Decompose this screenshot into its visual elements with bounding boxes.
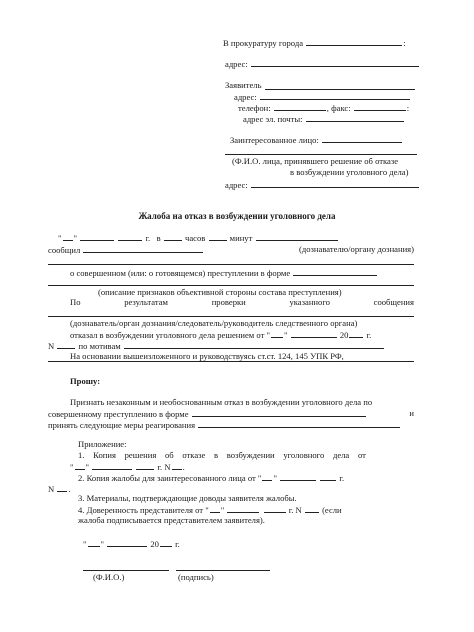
city-blank (306, 38, 402, 46)
word: дела (332, 450, 350, 460)
year-abbr: г. (175, 539, 180, 549)
reported-tail: (дознавателю/органу дознания) (298, 244, 414, 254)
day-blank (63, 233, 73, 241)
year-blank (320, 473, 336, 481)
request-line-1: Признать незаконным и необоснованным отказ в возбуждении уголовного дела по (70, 397, 373, 407)
hours-blank (164, 233, 182, 241)
blank-line (48, 285, 414, 286)
attachment-2-text: 2. Копия жалобы для заинтересованного лица от " (78, 473, 262, 483)
check-line (70, 298, 414, 307)
attachment-3: 3. Материалы, подтверждающие доводы заявителя жалобы. (78, 493, 297, 503)
reported-line (48, 245, 414, 255)
request-line-2 (48, 409, 414, 419)
quote: " (85, 462, 90, 472)
word: 1. (78, 450, 85, 460)
quote: " (273, 473, 277, 483)
fio-caption: (Ф.И.О.) (93, 572, 125, 582)
document-title: Жалоба на отказ в возбуждении уголовного дела (138, 211, 336, 221)
hours-word: часов (185, 233, 206, 243)
address-line-3 (225, 180, 420, 190)
number-blank (305, 505, 319, 513)
word: результатам (124, 297, 168, 307)
word: Копия (93, 450, 116, 460)
colon: : (406, 103, 410, 113)
day-blank (75, 462, 85, 470)
applicant-label: Заявитель (225, 80, 262, 90)
quote: " (220, 505, 225, 515)
year-blank (118, 233, 142, 241)
person-blank (256, 233, 338, 241)
at-word: в (156, 233, 161, 243)
year-blank (160, 539, 172, 547)
month-blank (291, 330, 337, 338)
number-sign: N (48, 484, 55, 494)
word: сообщения (373, 297, 414, 307)
attachments-heading: Приложение: (78, 439, 127, 449)
address-blank (251, 59, 419, 67)
day-blank (88, 539, 100, 547)
applicant-blank (265, 89, 415, 90)
word: проверки (211, 297, 246, 307)
minutes-blank (209, 233, 227, 241)
word: возбуждении (226, 450, 275, 460)
year-abbr: г. (366, 330, 372, 340)
month-blank (92, 462, 132, 470)
prosecutor-line (223, 38, 406, 48)
word: уголовного (283, 450, 325, 460)
email-label: адрес эл. почты: (243, 114, 303, 124)
organ-note: (дознаватель/орган дознания/следователь/руководитель следственного органа) (70, 318, 358, 328)
measures-blank (198, 420, 400, 428)
reported-word: сообщил (48, 245, 81, 255)
email-blank (306, 114, 404, 122)
date-line (83, 539, 180, 549)
attachment-4-tail: (если (322, 505, 342, 515)
interested-label: Заинтересованное лицо: (230, 135, 319, 145)
reporter-blank (83, 245, 203, 253)
crime-text: о совершенном (или: о готовящемся) преступлении в форме (70, 268, 291, 278)
blank-line (48, 316, 414, 317)
year-blank (136, 462, 154, 470)
address-blank (251, 180, 419, 188)
address-line-2 (234, 92, 411, 102)
day-blank (262, 473, 272, 481)
address-blank (260, 92, 410, 100)
signature-caption: (подпись) (178, 572, 214, 582)
quote: " (100, 539, 105, 549)
address-label: адрес: (234, 92, 257, 102)
word: отказе (182, 450, 206, 460)
request-heading: Прошу: (70, 376, 101, 386)
word: об (164, 450, 174, 460)
attachment-4-cont: жалоба подписывается представителем заявителя). (78, 515, 265, 525)
day-blank (210, 505, 220, 513)
number-sign: N (48, 341, 55, 351)
attachment-4 (78, 505, 342, 515)
signature-blank (176, 570, 270, 571)
fio-note-2: в возбуждении уголовного дела) (290, 167, 409, 177)
phone-blank (274, 103, 326, 111)
twenty: 20 (339, 330, 349, 340)
attachment-2 (78, 473, 344, 483)
quote: " (70, 462, 74, 472)
address-line-1 (225, 59, 420, 69)
request-text: принять следующие меры реагирования (48, 420, 196, 430)
year-blank (349, 330, 363, 338)
quote: " (283, 330, 288, 340)
email-line (243, 114, 405, 124)
year-abbr: г. (145, 233, 151, 243)
attachment-4-number: г. N (288, 505, 302, 515)
attachment-4-text: 4. Доверенность представителя от " (78, 505, 209, 515)
request-line-3 (48, 420, 401, 430)
year-blank (264, 505, 286, 513)
number-blank (57, 341, 75, 349)
word: указанного (289, 297, 330, 307)
basis-line: На основании вышеизложенного и руководствуясь ст.ст. 124, 145 УПК РФ, (70, 351, 344, 361)
interested-blank (322, 135, 402, 143)
day-blank (271, 330, 283, 338)
crime-blank (192, 409, 366, 417)
request-text: совершенному преступлению в форме (48, 409, 189, 419)
crime-note: (описание признаков объективной стороны состава преступления) (98, 287, 342, 297)
motives-line (48, 341, 385, 351)
crime-line (70, 268, 378, 278)
fio-signature-blank (83, 570, 169, 571)
fio-note-1: (Ф.И.О. лица, принявшего решение об отказе (232, 156, 399, 166)
address-label: адрес: (225, 180, 248, 190)
prosecutor-label: В прокуратуру города (223, 38, 304, 48)
address-label: адрес: (225, 59, 248, 69)
fax-blank (354, 103, 406, 111)
attachment-1-cont: " " г. N . (70, 462, 185, 472)
blank-line (48, 264, 414, 265)
attachment-1-number: г. N (157, 462, 171, 472)
word: решения (124, 450, 157, 460)
quote: " (83, 539, 87, 549)
refused-text: отказал в возбуждении уголовного дела решением от " (70, 330, 270, 340)
twenty: 20 (150, 539, 159, 549)
phone-line (238, 103, 409, 113)
fax-label: , факс: (326, 103, 351, 113)
attachment-2-cont: N . (48, 484, 71, 494)
fio-blank (225, 154, 417, 155)
motives-blank (124, 341, 384, 349)
word: от (357, 450, 366, 460)
number-blank (57, 484, 67, 492)
word: в (214, 450, 219, 460)
minutes-word: минут (229, 233, 253, 243)
quote: " (58, 233, 62, 243)
crime-blank (293, 268, 377, 276)
month-blank (227, 505, 259, 513)
word: По (70, 297, 81, 307)
blank-line (48, 361, 414, 362)
year-abbr: г. (339, 473, 345, 483)
refused-line (70, 330, 371, 340)
quote: " (73, 233, 78, 243)
date-time-line (58, 233, 339, 243)
motives-text: по мотивам (78, 341, 121, 351)
colon: : (403, 38, 406, 48)
interested-line (230, 135, 403, 145)
month-blank (280, 473, 316, 481)
number-blank (172, 462, 182, 470)
attachment-1 (78, 451, 366, 460)
month-blank (80, 233, 114, 241)
request-and: и (409, 408, 414, 418)
phone-label: телефон: (238, 103, 271, 113)
month-blank (107, 539, 147, 547)
